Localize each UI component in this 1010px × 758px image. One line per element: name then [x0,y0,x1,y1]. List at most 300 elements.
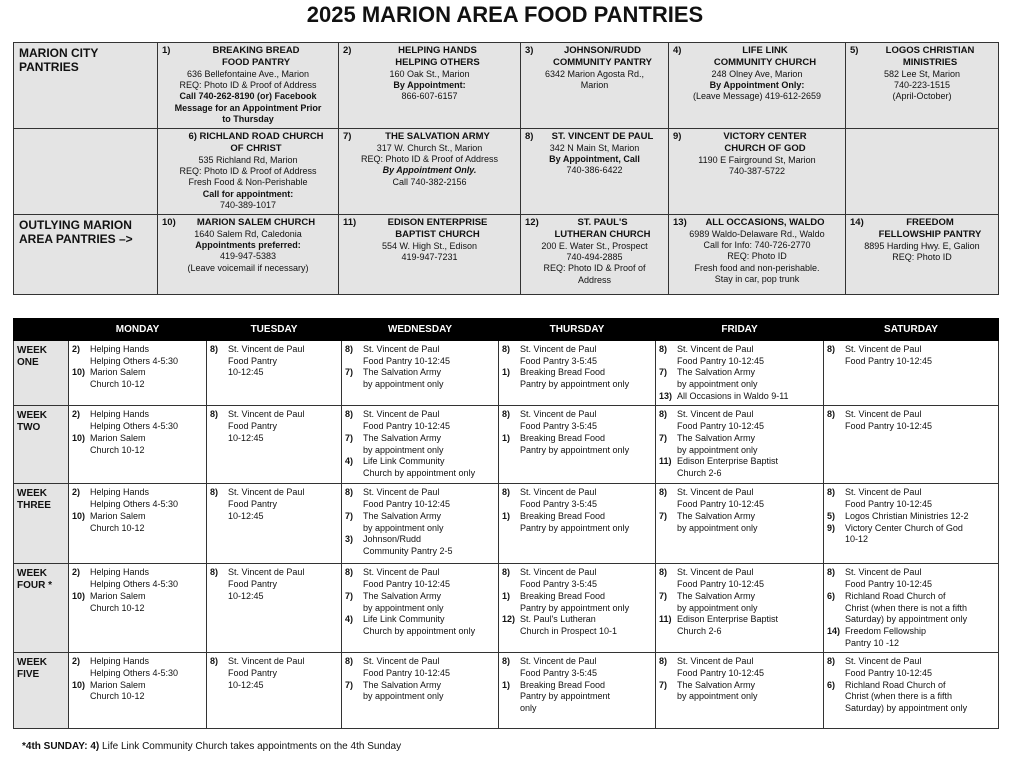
entry-number: 10) [72,367,86,378]
entry-number: 2) [72,344,81,354]
entry-text: Edison Enterprise Baptist Church 2-6 [677,456,779,478]
region-label-empty [14,129,158,215]
entry-text: All Occasions in Waldo 9-11 [677,390,789,401]
entry-number: 8) [502,409,511,420]
pantry-detail: 317 W. Church St., Marion [376,142,483,153]
pantry-card [521,215,669,295]
schedule-cell [207,564,342,653]
entry-text: St. Vincent de Paul Food Pantry 3-5:45 [520,409,598,432]
entry-text: St. Vincent de Paul Food Pantry 10-12:45 [677,409,765,432]
schedule-entry [659,591,820,614]
pantry-number [162,131,178,155]
entry-text: The Salvation Army by appointment only [363,510,444,533]
schedule-cell [342,406,499,484]
schedule-entry [72,591,203,614]
entry-number: 4) [345,614,354,625]
pantry-detail: By Appointment, Call [549,154,640,165]
schedule-cell [69,653,207,729]
entry-text: St. Vincent de Paul Food Pantry 3-5:45 [520,487,598,510]
entry-number: 7) [345,367,354,378]
entry-number: 8) [502,344,511,354]
pantry-detail: 8895 Harding Hwy. E, Galion [864,240,980,251]
entry-number: 8) [502,567,511,578]
schedule-entry [210,344,338,379]
pantry-number: 14) [850,217,864,228]
entry-text: Breaking Bread Food Pantry by appointment only [520,510,630,533]
schedule-entry [345,409,495,432]
entry-text: Life Link Community Church by appointment only [363,614,476,636]
entry-text: St. Vincent de Paul Food Pantry 3-5:45 [520,344,598,366]
pantry-card [339,43,521,129]
entry-text: Breaking Bread Food Pantry by appointment only [520,367,630,390]
pantry-detail: 636 Bellefontaine Ave., Marion [187,68,309,79]
entry-text: Logos Christian Ministries 12-2 [845,510,969,521]
entry-text: St. Vincent de Paul Food Pantry 10-12:45 [363,344,451,366]
entry-text: Life Link Community Church by appointment only [363,456,476,478]
schedule-entry [345,511,495,534]
footnote [22,741,401,752]
pantry-detail: 6989 Waldo-Delaware Rd., Waldo [689,228,825,239]
pantry-card [158,43,339,129]
entry-number: 3) [345,534,354,545]
week-row [14,406,999,484]
schedule-entry [659,409,820,432]
week-label: WEEK FOUR * [14,564,69,653]
entry-number: 1) [502,510,511,521]
entry-number: 8) [659,656,668,667]
schedule-entry [345,534,495,557]
schedule-cell [207,653,342,729]
schedule-entry [502,409,652,432]
entry-text: St. Vincent de Paul Food Pantry 10-12:45 [363,656,451,678]
pantry-detail: Fresh Food & Non-Perishable [188,177,308,188]
entry-text: Helping Hands Helping Others 4-5:30 [90,567,179,590]
schedule-cell [656,564,824,653]
day-header-friday: FRIDAY [656,319,824,341]
pantry-heading [850,217,994,241]
pantry-card [669,129,846,215]
schedule-cell [342,341,499,406]
pantry-name: ST. VINCENT DE PAUL [551,131,654,142]
schedule-cell [499,484,656,564]
entry-text: St. Vincent de Paul Food Pantry 10-12:45 [845,409,933,432]
pantry-name: BREAKING BREAD FOOD PANTRY [212,45,300,68]
day-header-thursday: THURSDAY [499,319,656,341]
week-row [14,564,999,653]
schedule-cell [656,406,824,484]
schedule-cell [499,564,656,653]
pantry-detail: 740-387-5722 [728,166,786,176]
entry-text: Helping Hands Helping Others 4-5:30 [90,344,179,366]
schedule-entry [827,567,995,590]
pantry-number: 11) [343,217,357,228]
entry-number: 8) [210,409,219,420]
pantry-number: 2) [343,45,352,56]
schedule-entry [659,456,820,479]
entry-number: 8) [210,487,219,498]
pantry-detail: Appointments preferred: [195,240,301,251]
schedule-cell [69,564,207,653]
pantry-detail: REQ: Photo ID [892,252,952,262]
entry-number: 7) [659,367,668,378]
pantry-detail: 582 Lee St, Marion [883,68,961,79]
pantry-number: 10) [162,217,176,228]
entry-number: 7) [345,679,354,690]
pantry-detail: 866-607-6157 [401,91,458,102]
schedule-entry [827,626,995,649]
footnote-label: *4th SUNDAY: [22,741,88,752]
schedule-cell [207,406,342,484]
pantry-detail: Call for Info: 740-726-2770 [703,240,811,251]
entry-number: 8) [210,344,219,354]
pantry-heading [162,45,334,69]
pantry-card [158,215,339,295]
entry-text: The Salvation Army by appointment only [677,432,758,455]
week-label: WEEK THREE [14,484,69,564]
pantry-detail: 1640 Salem Rd, Caledonia [194,228,302,239]
entry-number: 9) [827,522,836,533]
schedule-cell [207,341,342,406]
pantry-detail: REQ: Photo ID & Proof of Address [360,154,499,165]
schedule-entry [827,591,995,626]
pantry-number: 3) [525,45,534,56]
pantry-detail: 1190 E Fairground St, Marion [698,154,816,165]
schedule-entry [72,344,203,367]
pantry-detail: REQ: Photo ID [727,251,787,262]
entry-number: 2) [72,567,81,578]
pantry-heading [162,217,334,229]
pantry-detail: Fresh food and non-perishable. Stay in car, pop trunk [694,262,820,284]
entry-text: St. Vincent de Paul Food Pantry 10-12:45 [363,567,451,590]
pantry-detail: (Leave Message) 419-612-2659 [692,91,822,102]
pantry-detail: 740-494-2885 [566,252,623,262]
schedule-cell [69,341,207,406]
pantry-detail: By Appointment: [393,80,466,90]
schedule-entry [659,680,820,703]
entry-number: 7) [659,432,668,443]
schedule-entry [210,567,338,602]
schedule-entry [827,344,995,367]
pantry-card [339,215,521,295]
entry-number: 5) [827,510,836,521]
schedule-cell [824,484,999,564]
schedule-entry [345,656,495,679]
schedule-entry [345,487,495,510]
schedule-cell [499,653,656,729]
schedule-entry [345,456,495,479]
pantry-card [846,43,999,129]
region-label-city: MARION CITY PANTRIES [14,43,158,129]
pantry-detail: Call for appointment: [202,188,294,199]
schedule-entry [502,680,652,715]
schedule-entry [345,591,495,614]
entry-text: Marion Salem Church 10-12 [90,510,146,533]
schedule-entry [827,487,995,510]
entry-number: 10) [72,679,86,690]
schedule-entry [502,567,652,590]
schedule-cell [69,406,207,484]
schedule-entry [72,680,203,703]
entry-text: The Salvation Army by appointment only [363,590,444,613]
pantry-directory [13,42,999,295]
schedule-entry [345,680,495,703]
entry-number: 8) [345,344,354,354]
entry-text: St. Vincent de Paul Food Pantry 10-12:45 [677,344,765,366]
schedule-entry [72,511,203,534]
week-label: WEEK ONE [14,341,69,406]
pantry-card [521,43,669,129]
entry-number: 10) [72,432,86,443]
pantry-detail: 160 Oak St., Marion [389,68,470,79]
entry-number: 1) [502,590,511,601]
entry-text: Richland Road Church of Christ (when there is not a fifth Saturday) by appointment only [845,590,968,625]
pantry-card [339,129,521,215]
pantry-name: LIFE LINK COMMUNITY CHURCH [713,45,817,68]
pantry-number: 5) [850,45,859,56]
pantry-detail: (April-October) [892,91,952,102]
schedule-cell [342,653,499,729]
entry-number: 8) [210,567,219,578]
pantry-detail: 200 E. Water St., Prospect [541,240,648,251]
entry-text: Johnson/Rudd Community Pantry 2-5 [363,534,453,556]
pantry-name: JOHNSON/RUDD COMMUNITY PANTRY [552,45,653,68]
pantry-card [521,129,669,215]
schedule-cell [342,564,499,653]
pantry-detail: Call 740-382-2156 [392,176,467,187]
schedule-entry [659,391,820,403]
pantry-detail: 419-947-5383 [219,251,277,262]
entry-text: The Salvation Army by appointment only [677,510,758,533]
entry-text: Marion Salem Church 10-12 [90,367,146,390]
entry-number: 8) [345,409,354,420]
schedule-entry [345,433,495,456]
entry-number: 8) [827,487,836,498]
entry-number: 7) [659,590,668,601]
schedule-entry [827,523,995,546]
schedule-cell [824,564,999,653]
schedule-entry [72,567,203,590]
schedule-entry [827,656,995,679]
pantry-name: VICTORY CENTER CHURCH OF GOD [723,131,807,154]
pantry-name: MARION SALEM CHURCH [196,217,316,228]
week-row [14,653,999,729]
entry-text: The Salvation Army by appointment only [363,432,444,455]
pantry-heading [525,217,664,241]
pantry-detail: 6342 Marion Agosta Rd., Marion [544,68,645,90]
entry-text: Marion Salem Church 10-12 [90,590,146,613]
entry-number: 8) [502,656,511,667]
day-header-row [14,319,999,341]
entry-text: St. Vincent de Paul Food Pantry 10-12:45 [363,487,451,510]
schedule-entry [659,487,820,510]
entry-number: 8) [659,567,668,578]
week-label: WEEK TWO [14,406,69,484]
schedule-cell [824,406,999,484]
entry-text: Marion Salem Church 10-12 [90,432,146,455]
schedule-entry [502,344,652,367]
pantry-detail: REQ: Photo ID & Proof of Address [179,80,317,90]
entry-text: Helping Hands Helping Others 4-5:30 [90,487,179,510]
schedule-entry [345,367,495,390]
entry-number: 7) [345,590,354,601]
entry-number: 8) [345,487,354,498]
entry-text: St. Vincent de Paul Food Pantry 3-5:45 [520,656,598,678]
entry-text: Helping Hands Helping Others 4-5:30 [90,409,179,432]
entry-number: 8) [827,656,836,667]
schedule-entry [659,511,820,534]
pantry-heading [525,45,664,69]
entry-number: 1) [502,432,511,443]
entry-number: 1) [502,367,511,378]
pantry-name: HELPING HANDS HELPING OTHERS [395,45,480,68]
footnote-text: Life Link Community Church takes appointments on the 4th Sunday [102,741,402,752]
day-header-saturday: SATURDAY [824,319,999,341]
entry-text: St. Vincent de Paul Food Pantry 3-5:45 [520,567,598,590]
entry-number: 7) [659,679,668,690]
pantry-number: 4) [673,45,682,56]
schedule-entry [659,567,820,590]
schedule-entry [502,367,652,390]
entry-number: 8) [210,656,219,667]
entry-text: St. Vincent de Paul Food Pantry 10-12:45 [228,656,305,690]
pantry-name: ALL OCCASIONS, WALDO [705,217,825,228]
schedule-entry [345,614,495,637]
entry-number: 6) [827,590,836,601]
schedule-cell [499,341,656,406]
pantry-detail: 740-389-1017 [219,199,277,210]
schedule-cell [69,484,207,564]
entry-text: Victory Center Church of God 10-12 [845,522,963,545]
pantry-detail: REQ: Photo ID & Proof of Address [179,166,317,176]
pantry-detail: 248 Olney Ave, Marion [711,68,803,79]
weekly-schedule [13,318,999,729]
pantry-card [158,129,339,215]
pantry-name: LOGOS CHRISTIAN MINISTRIES [885,45,975,68]
entry-number: 8) [345,567,354,578]
schedule-entry [502,591,652,614]
entry-text: St. Vincent de Paul Food Pantry 10-12:45 [677,487,765,510]
week-row [14,484,999,564]
pantry-detail: By Appointment Only. [382,165,477,176]
pantry-heading [673,45,841,69]
entry-number: 11) [659,614,672,625]
schedule-cell [824,341,999,406]
schedule-entry [345,567,495,590]
entry-number: 12) [502,614,516,625]
page-title: 2025 MARION AREA FOOD PANTRIES [306,2,704,27]
schedule-entry [827,409,995,432]
schedule-entry [210,656,338,691]
entry-text: St. Vincent de Paul Food Pantry 10-12:45 [845,656,933,678]
entry-number: 8) [659,487,668,498]
entry-text: St. Vincent de Paul Food Pantry 10-12:45 [228,409,305,443]
schedule-entry [210,487,338,522]
entry-number: 8) [827,567,836,578]
schedule-entry [72,409,203,432]
schedule-entry [502,614,652,637]
schedule-entry [827,680,995,715]
entry-number: 2) [72,656,81,667]
entry-text: Breaking Bread Food Pantry by appointment only [520,432,630,455]
entry-text: Breaking Bread Food Pantry by appointment only [520,590,630,613]
schedule-entry [659,656,820,679]
pantry-card [846,215,999,295]
schedule-entry [659,367,820,390]
pantry-number: 12) [525,217,539,228]
entry-text: St. Vincent de Paul Food Pantry 10-12:45 [228,567,305,601]
pantry-detail: By Appointment Only: [709,80,805,90]
pantry-card-empty [846,129,999,215]
entry-text: Helping Hands Helping Others 4-5:30 [90,656,179,678]
entry-number: 8) [502,487,511,498]
pantry-detail: 740-223-1515 [893,80,951,90]
schedule-entry [659,433,820,456]
pantry-heading [343,217,516,241]
entry-number: 8) [659,344,668,354]
week-label: WEEK FIVE [14,653,69,729]
entry-number: 7) [345,432,354,443]
entry-number: 8) [659,409,668,420]
entry-number: 11) [659,456,672,467]
entry-number: 10) [72,590,86,601]
pantry-name: ST. PAUL'S LUTHERAN CHURCH [554,217,651,240]
entry-text: St. Paul's Lutheran Church in Prospect 10-1 [520,614,618,636]
entry-text: St. Vincent de Paul Food Pantry 10-12:45 [845,487,933,510]
entry-number: 8) [345,656,354,667]
week-row [14,341,999,406]
entry-number: 7) [659,510,668,521]
schedule-cell [342,484,499,564]
entry-number: 8) [827,344,836,354]
entry-number: 8) [827,409,836,420]
pantry-number: 7) [343,131,352,142]
pantry-name: 6) RICHLAND ROAD CHURCH OF CHRIST [188,131,324,154]
schedule-cell [656,341,824,406]
entry-text: Marion Salem Church 10-12 [90,679,146,702]
day-header-blank [14,319,69,341]
pantry-detail: 554 W. High St., Edison [381,240,478,251]
entry-text: St. Vincent de Paul Food Pantry 10-12:45 [677,656,765,678]
entry-text: Edison Enterprise Baptist Church 2-6 [677,614,779,636]
region-label-outlying: OUTLYING MARION AREA PANTRIES –> [14,215,158,295]
pantry-heading [525,131,664,143]
schedule-entry [72,487,203,510]
pantry-heading [343,131,516,143]
pantry-detail: REQ: Photo ID & Proof of Address [543,263,646,285]
schedule-cell [207,484,342,564]
schedule-entry [345,344,495,367]
entry-text: St. Vincent de Paul Food Pantry 10-12:45 [228,344,305,378]
schedule-entry [210,409,338,444]
entry-text: St. Vincent de Paul Food Pantry 10-12:45 [845,344,933,366]
entry-number: 2) [72,487,81,498]
entry-text: St. Vincent de Paul Food Pantry 10-12:45 [677,567,765,590]
pantry-detail: 740-386-6422 [566,165,623,176]
pantry-card [669,215,846,295]
entry-number: 7) [345,510,354,521]
pantry-number: 8) [525,131,534,142]
footnote-num: 4) [90,741,100,752]
pantry-number: 1) [162,45,171,56]
schedule-entry [502,433,652,456]
schedule-entry [72,367,203,390]
pantry-detail: (Leave voicemail if necessary) [187,262,309,273]
entry-number: 10) [72,510,86,521]
schedule-entry [72,433,203,456]
entry-number: 6) [827,679,836,690]
schedule-cell [499,406,656,484]
entry-text: St. Vincent de Paul Food Pantry 10-12:45 [363,409,451,432]
